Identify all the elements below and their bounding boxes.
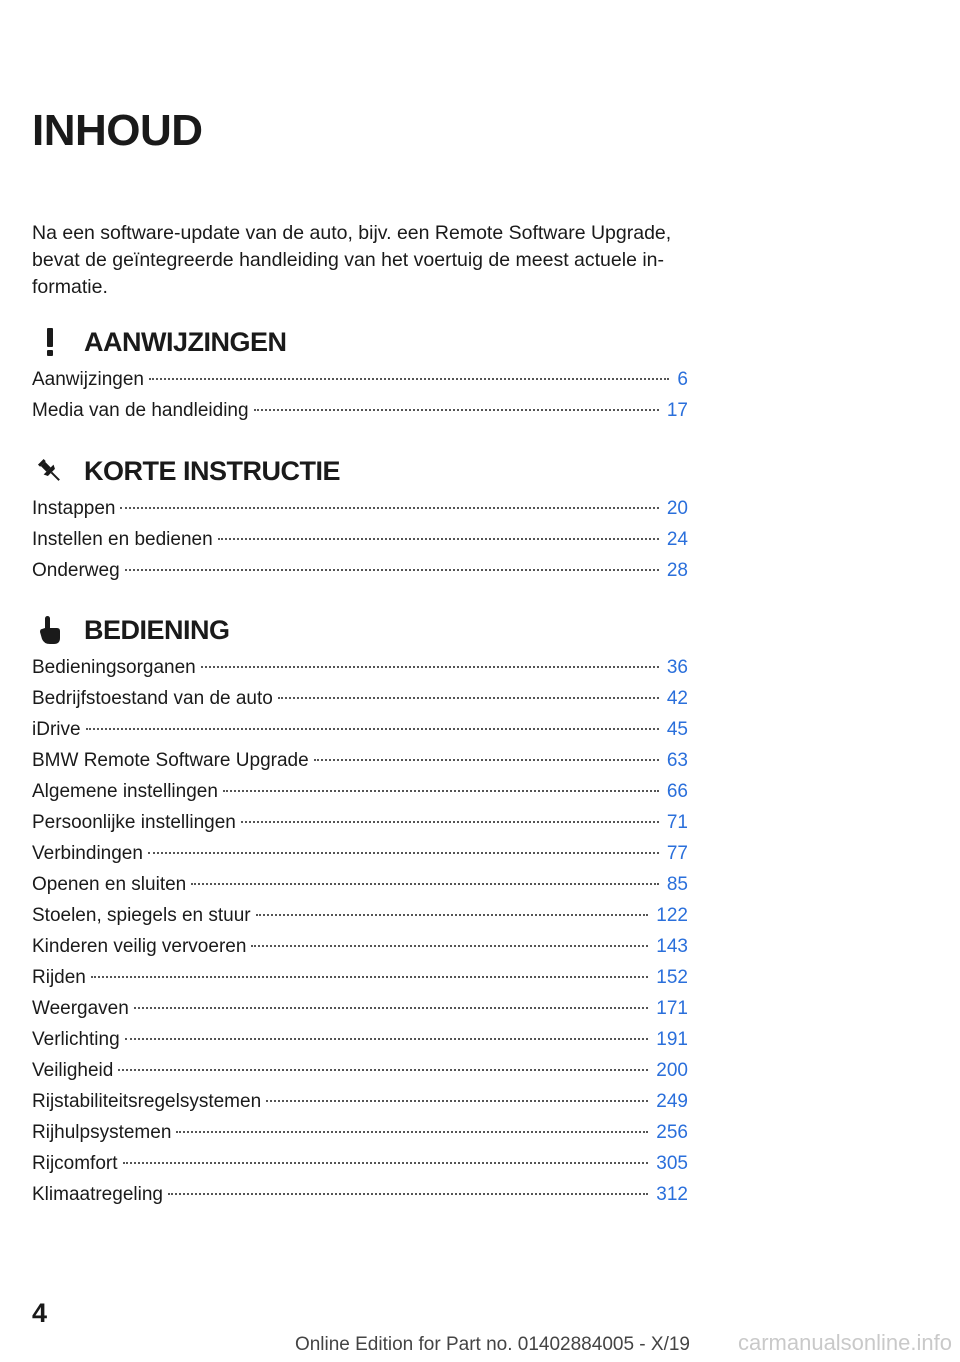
toc-entry-page-link[interactable]: 249 <box>656 1091 688 1112</box>
toc-entry-label: Media van de handleiding <box>32 400 249 421</box>
toc-entry-page-link[interactable]: 6 <box>677 369 688 390</box>
dot-leader <box>149 377 669 380</box>
toc-entry-label: Rijstabiliteitsregelsystemen <box>32 1091 262 1112</box>
dot-leader <box>125 568 659 571</box>
toc-entry-page-link[interactable]: 305 <box>656 1153 688 1174</box>
toc-entry[interactable] <box>32 745 688 776</box>
toc-entry-label: Instappen <box>32 498 116 519</box>
dot-leader <box>223 789 659 792</box>
dot-leader <box>256 913 649 916</box>
section-heading-bediening <box>32 612 230 648</box>
dot-leader <box>120 506 658 509</box>
toc-list-bediening <box>32 652 688 1210</box>
toc-entry-page-link[interactable]: 71 <box>666 812 688 833</box>
toc-entry-page-link[interactable]: 171 <box>656 998 688 1019</box>
exclamation-icon <box>34 326 66 358</box>
toc-entry-page-link[interactable]: 191 <box>656 1029 688 1050</box>
toc-entry[interactable] <box>32 838 688 869</box>
toc-entry-page-link[interactable]: 122 <box>656 905 688 926</box>
toc-entry-label: Persoonlijke instellingen <box>32 812 236 833</box>
toc-entry-page-link[interactable]: 77 <box>666 843 688 864</box>
toc-entry-page-link[interactable]: 312 <box>656 1184 688 1205</box>
toc-entry-label: Openen en sluiten <box>32 874 187 895</box>
toc-entry[interactable] <box>32 1086 688 1117</box>
toc-entry-page-link[interactable]: 24 <box>666 529 688 550</box>
pointing-hand-icon <box>34 614 66 646</box>
toc-entry-page-link[interactable]: 143 <box>656 936 688 957</box>
dot-leader <box>86 727 659 730</box>
toc-entry[interactable] <box>32 714 688 745</box>
toc-entry-label: Verbindingen <box>32 843 143 864</box>
toc-entry-label: BMW Remote Software Upgrade <box>32 750 309 771</box>
toc-entry-page-link[interactable]: 36 <box>666 657 688 678</box>
section-title: BEDIENING <box>84 614 230 645</box>
toc-entry-label: Rijden <box>32 967 86 988</box>
dot-leader <box>251 944 648 947</box>
toc-entry[interactable] <box>32 776 688 807</box>
toc-entry-label: Verlichting <box>32 1029 120 1050</box>
toc-entry-page-link[interactable]: 20 <box>666 498 688 519</box>
toc-entry[interactable] <box>32 1024 688 1055</box>
dot-leader <box>278 696 659 699</box>
toc-entry[interactable] <box>32 364 688 395</box>
toc-entry[interactable] <box>32 555 688 586</box>
dot-leader <box>148 851 659 854</box>
toc-entry-label: Bedrijfstoestand van de auto <box>32 688 273 709</box>
toc-entry-label: Stoelen, spiegels en stuur <box>32 905 251 926</box>
toc-entry[interactable] <box>32 1055 688 1086</box>
toc-entry[interactable] <box>32 652 688 683</box>
toc-entry-page-link[interactable]: 85 <box>666 874 688 895</box>
toc-entry[interactable] <box>32 683 688 714</box>
toc-list-korte-instructie <box>32 493 688 586</box>
toc-entry-page-link[interactable]: 42 <box>666 688 688 709</box>
watermark: carmanualsonline.info <box>737 1330 952 1355</box>
toc-entry-label: Aanwijzingen <box>32 369 144 390</box>
dot-leader <box>176 1130 648 1133</box>
toc-list-aanwijzingen <box>32 364 688 426</box>
dot-leader <box>201 665 659 668</box>
toc-entry-label: Veiligheid <box>32 1060 114 1081</box>
section-title: KORTE INSTRUCTIE <box>84 455 341 486</box>
intro-text: Na een software-update van de auto, bijv. een Remote Software Upgrade, bevat de geïntegreerde handleiding van het voertuig de meest actuele informatie. <box>32 222 672 298</box>
toc-entry-page-link[interactable]: 256 <box>656 1122 688 1143</box>
section-heading-aanwijzingen <box>32 324 287 360</box>
toc-entry-page-link[interactable]: 17 <box>666 400 688 421</box>
toc-entry-page-link[interactable]: 66 <box>666 781 688 802</box>
toc-entry-page-link[interactable]: 63 <box>666 750 688 771</box>
dot-leader <box>118 1068 648 1071</box>
toc-entry-label: Instellen en bedienen <box>32 529 213 550</box>
toc-entry[interactable] <box>32 1117 688 1148</box>
dot-leader <box>218 537 659 540</box>
toc-entry-label: Bedieningsorganen <box>32 657 196 678</box>
toc-entry-label: Rijcomfort <box>32 1153 118 1174</box>
toc-entry[interactable] <box>32 900 688 931</box>
toc-entry-page-link[interactable]: 200 <box>656 1060 688 1081</box>
toc-entry-label: Rijhulpsystemen <box>32 1122 172 1143</box>
toc-entry[interactable] <box>32 1148 688 1179</box>
dot-leader <box>123 1161 649 1164</box>
dot-leader <box>134 1006 648 1009</box>
dot-leader <box>168 1192 648 1195</box>
dot-leader <box>314 758 659 761</box>
toc-entry-page-link[interactable]: 152 <box>656 967 688 988</box>
section-title: AANWIJZINGEN <box>84 326 287 357</box>
toc-entry-label: Kinderen veilig vervoeren <box>32 936 247 957</box>
toc-entry-page-link[interactable]: 45 <box>666 719 688 740</box>
toc-entry[interactable] <box>32 993 688 1024</box>
dot-leader <box>125 1037 649 1040</box>
toc-entry-label: Algemene instellingen <box>32 781 218 802</box>
dot-leader <box>191 882 659 885</box>
toc-entry[interactable] <box>32 807 688 838</box>
toc-entry-page-link[interactable]: 28 <box>666 560 688 581</box>
toc-entry[interactable] <box>32 524 688 555</box>
page-title: INHOUD <box>32 106 203 155</box>
toc-entry[interactable] <box>32 1179 688 1210</box>
edition-footer: Online Edition for Part no. 01402884005 - X/19 <box>294 1334 690 1355</box>
toc-entry[interactable] <box>32 493 688 524</box>
toc-entry-label: Weergaven <box>32 998 129 1019</box>
toc-entry[interactable] <box>32 962 688 993</box>
pushpin-icon <box>34 455 66 487</box>
toc-entry[interactable] <box>32 395 688 426</box>
page-number: 4 <box>32 1298 48 1328</box>
toc-entry[interactable] <box>32 869 688 900</box>
toc-entry-label: Klimaatregeling <box>32 1184 163 1205</box>
dot-leader <box>241 820 659 823</box>
toc-entry-label: iDrive <box>32 719 81 740</box>
dot-leader <box>254 408 659 411</box>
toc-entry[interactable] <box>32 931 688 962</box>
dot-leader <box>91 975 648 978</box>
dot-leader <box>266 1099 648 1102</box>
toc-entry-label: Onderweg <box>32 560 120 581</box>
section-heading-korte-instructie <box>32 453 340 489</box>
